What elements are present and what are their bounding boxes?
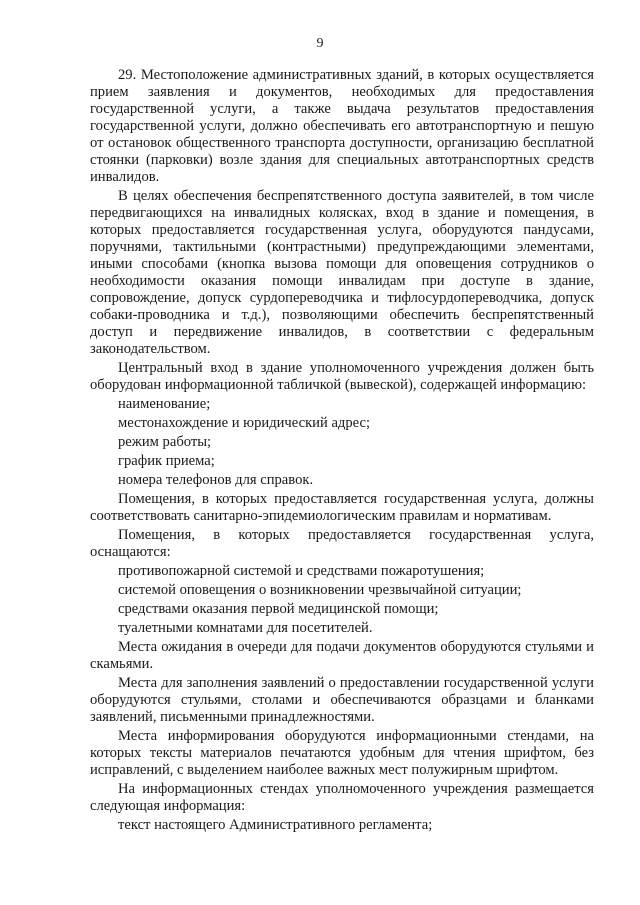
paragraph-accessibility: В целях обеспечения беспрепятственного доступа заявителей, в том числе передвигающихся на инвалидных колясках, вход в здание и помещения, в которых предоставляется государственная услуга, оборудуются пандусами, поручнями, тактильными (контрастными) предупреждающими элементами, иными способами (кнопка вызова помощи для оповещения сотрудников о необходимости оказания помощи инвалидам при доступе в здание, сопровождение, допуск сурдопереводчика и тифлосурдопереводчика, допуск собаки-проводника и т.д.), позволяющими обеспечить беспрепятственный доступ и передвижение инвалидов, в соответствии с федеральным законодательством. bbox=[90, 188, 594, 357]
list-item: режим работы; bbox=[118, 434, 212, 450]
list-item: системой оповещения о возникновении чрезвычайной ситуации; bbox=[118, 582, 522, 598]
list-item: противопожарной системой и средствами пожаротушения; bbox=[118, 563, 485, 579]
paragraph-sanitary: Помещения, в которых предоставляется государственная услуга, должны соответствовать санитарно-эпидемиологическим правилам и нормативам. bbox=[90, 491, 594, 524]
list-item: туалетными комнатами для посетителей. bbox=[118, 620, 373, 636]
paragraph-entrance-sign: Центральный вход в здание уполномоченного учреждения должен быть оборудован информационной табличкой (вывеской), содержащей информацию: bbox=[90, 360, 594, 393]
paragraph-waiting: Места ожидания в очереди для подачи документов оборудуются стульями и скамьями. bbox=[90, 639, 594, 672]
list-item: график приема; bbox=[118, 453, 215, 469]
list-item: средствами оказания первой медицинской помощи; bbox=[118, 601, 439, 617]
paragraph-29: 29. Местоположение административных зданий, в которых осуществляется прием заявления и документов, необходимых для предоставления государственной услуги, а также выдача результатов предоставления государственной услуги, должно обеспечивать его автотранспортную и пешую от остановок общественного транспорта доступности, организацию бесплатной стоянки (парковки) возле здания для специальных автотранспортных средств инвалидов. bbox=[90, 67, 594, 185]
paragraph-info-stands: На информационных стендах уполномоченного учреждения размещается следующая информация: bbox=[90, 781, 594, 814]
page-number: 9 bbox=[316, 36, 324, 51]
paragraph-filling: Места для заполнения заявлений о предоставлении государственной услуги оборудуются стульями, столами и обеспечиваются образцами и бланками заявлений, письменными принадлежностями. bbox=[90, 675, 594, 725]
list-item: номера телефонов для справок. bbox=[118, 472, 314, 488]
list-item: наименование; bbox=[118, 396, 211, 412]
paragraph-equipped: Помещения, в которых предоставляется государственная услуга, оснащаются: bbox=[90, 527, 594, 560]
list-item: местонахождение и юридический адрес; bbox=[118, 415, 371, 431]
paragraph-info-places: Места информирования оборудуются информационными стендами, на которых тексты материалов печатаются удобным для чтения шрифтом, без исправлений, с выделением наиболее важных мест полужирным шрифтом. bbox=[90, 728, 594, 778]
document-body bbox=[90, 67, 594, 836]
list-item: текст настоящего Административного регламента; bbox=[118, 817, 433, 833]
